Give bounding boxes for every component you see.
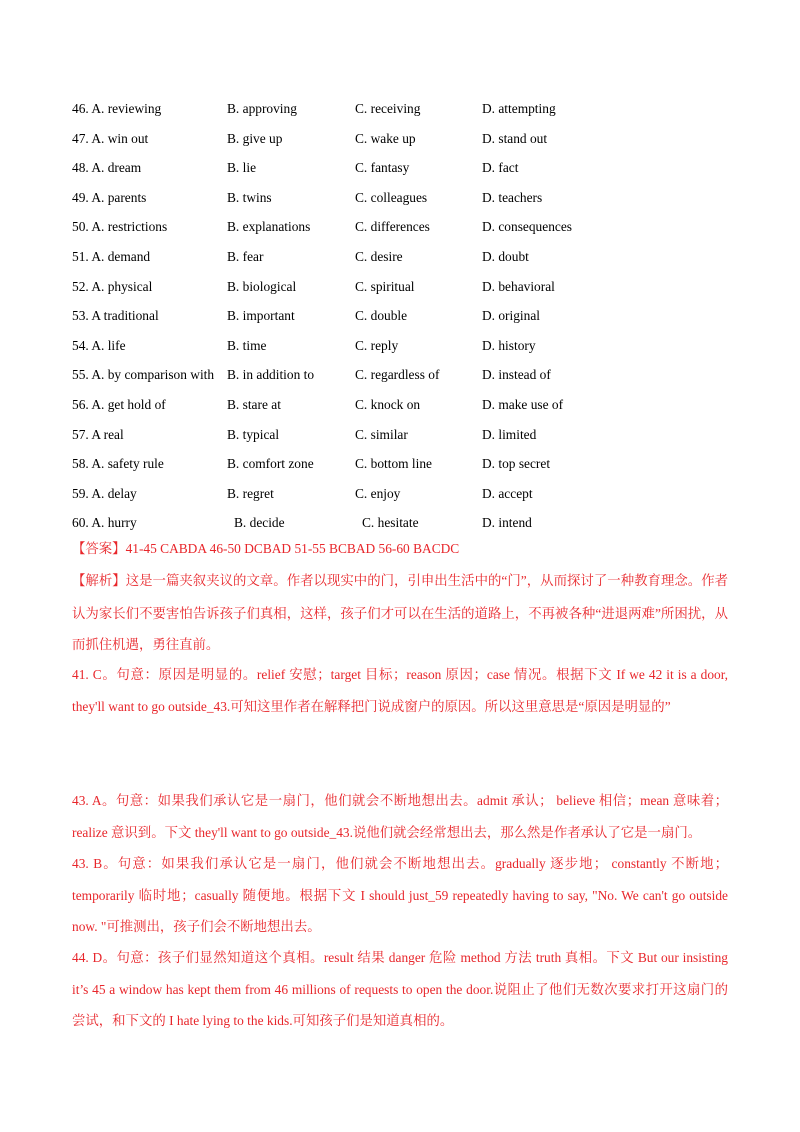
option-c: C. spiritual <box>355 278 415 294</box>
option-b: B. approving <box>227 101 297 116</box>
option-a: 56. A. get hold of <box>72 396 166 412</box>
option-d: D. fact <box>482 160 519 176</box>
option-b: B. fear <box>227 248 264 264</box>
option-row-59 <box>72 479 732 509</box>
option-b: B. decide <box>234 515 285 531</box>
option-row-46 <box>72 94 732 124</box>
option-d: D. behavioral <box>482 278 555 294</box>
option-a: 52. A. physical <box>72 278 153 294</box>
option-d: D. doubt <box>482 248 529 264</box>
explanation-43a: 43. A。句意：如果我们承认它是一扇门，他们就会不断地想出去。admit 承认； believe 相信；mean 意味着； realize 意识到。下文 they'll want to go outside_43.说他们就会经常想出去，那么然是作者承认了它是一扇门。 <box>72 793 728 840</box>
option-c: C. hesitate <box>362 515 419 531</box>
option-d: D. instead of <box>482 367 551 383</box>
analysis-paragraph <box>72 565 728 661</box>
option-d: D. stand out <box>482 130 548 146</box>
option-row-52 <box>72 272 732 302</box>
option-b: B. important <box>227 308 295 324</box>
option-c: C. knock on <box>355 396 421 412</box>
analysis-text: 这是一篇夹叙夹议的文章。作者以现实中的门，引申出生活中的“门”，从而探讨了一种教育理念。作者认为家长们不要害怕告诉孩子们真相，这样，孩子们才可以在生活的道路上，不再被各种“进退两难”所困扰，从而抓住机遇，勇往直前。 <box>72 573 729 652</box>
option-row-47 <box>72 124 732 154</box>
answer-tag: 【答案】 <box>72 542 126 557</box>
option-a: 60. A. hurry <box>72 515 137 531</box>
option-a: 46. A. reviewing <box>72 101 162 116</box>
option-c: C. desire <box>355 248 403 264</box>
option-row-57 <box>72 420 732 450</box>
option-row-49 <box>72 183 732 213</box>
option-c: C. differences <box>355 219 430 235</box>
option-row-55 <box>72 360 732 390</box>
option-row-48 <box>72 153 732 183</box>
option-c: C. regardless of <box>355 367 440 383</box>
explanation-44: 44. D。句意：孩子们显然知道这个真相。result 结果 danger 危险 method 方法 truth 真相。下文 But our insisting it’s 45 a window has kept them from 46 millions of requests to open the door.说阻止了他们无数次要求打开这扇门的尝试，和下文的 I hate lying to the kids.可知孩子们是知道真相的。 <box>72 950 728 1028</box>
option-c: C. colleagues <box>355 189 428 205</box>
option-row-56 <box>72 390 732 420</box>
option-a: 47. A. win out <box>72 130 149 146</box>
option-d: D. teachers <box>482 189 543 205</box>
option-b: B. regret <box>227 485 274 501</box>
answer-text: 41-45 CABDA 46-50 DCBAD 51-55 BCBAD 56-60 BACDC <box>125 541 460 556</box>
option-b: B. lie <box>227 160 257 176</box>
option-d: D. limited <box>482 426 537 442</box>
option-a: 51. A. demand <box>72 248 151 264</box>
option-row-58 <box>72 449 732 479</box>
option-a: 53. A traditional <box>72 308 159 324</box>
option-c: C. reply <box>355 337 399 353</box>
option-row-54 <box>72 331 732 361</box>
option-b: B. give up <box>227 130 283 146</box>
option-c: C. enjoy <box>355 485 401 501</box>
option-b: B. stare at <box>227 396 281 412</box>
option-a: 58. A. safety rule <box>72 456 164 472</box>
option-a: 48. A. dream <box>72 160 142 176</box>
option-row-60 <box>72 508 732 538</box>
option-b: B. twins <box>227 189 272 205</box>
answer-key <box>72 537 459 562</box>
option-c: C. double <box>355 308 408 324</box>
option-b: B. explanations <box>227 219 311 235</box>
option-a: 55. A. by comparison with <box>72 367 215 383</box>
option-d: D. intend <box>482 515 532 531</box>
option-b: B. typical <box>227 426 280 442</box>
option-a: 59. A. delay <box>72 485 137 501</box>
option-d: D. history <box>482 337 536 353</box>
option-row-51 <box>72 242 732 272</box>
option-row-50 <box>72 212 732 242</box>
option-d: D. consequences <box>482 219 572 235</box>
option-d: D. original <box>482 308 541 324</box>
option-c: C. similar <box>355 426 408 442</box>
option-b: B. in addition to <box>227 367 315 383</box>
explanation-41: 41. C。句意：原因是明显的。relief 安慰；target 目标；reason 原因；case 情况。根据下文 If we 42 it is a door, they'll want to go outside_43.可知这里作者在解释把门说成窗户的原因。所以这里意思是“原因是明显的” <box>72 667 728 714</box>
option-d: D. top secret <box>482 456 551 472</box>
option-b: B. time <box>227 337 267 353</box>
option-a: 49. A. parents <box>72 189 147 205</box>
option-b: B. comfort zone <box>227 456 314 472</box>
option-d: D. accept <box>482 485 533 501</box>
option-d: D. attempting <box>482 101 556 116</box>
option-list <box>72 94 732 538</box>
option-a: 57. A real <box>72 426 124 442</box>
option-c: C. receiving <box>355 101 421 116</box>
option-a: 54. A. life <box>72 337 126 353</box>
analysis-tag: 【解析】 <box>72 574 126 589</box>
option-a: 50. A. restrictions <box>72 219 168 235</box>
explanation-43b: 43. B。句意：如果我们承认它是一扇门，他们就会不断地想出去。gradually 逐步地； constantly 不断地；temporarily 临时地；casually 随便地。根据下文 I should just_59 repeatedly having to say, "No. We can't go outside now. "可推测出，孩子们会不断地想出去。 <box>72 856 728 934</box>
option-row-53 <box>72 301 732 331</box>
option-c: C. fantasy <box>355 160 410 176</box>
option-c: C. bottom line <box>355 456 432 472</box>
option-d: D. make use of <box>482 396 564 412</box>
option-b: B. biological <box>227 278 297 294</box>
option-c: C. wake up <box>355 130 416 146</box>
